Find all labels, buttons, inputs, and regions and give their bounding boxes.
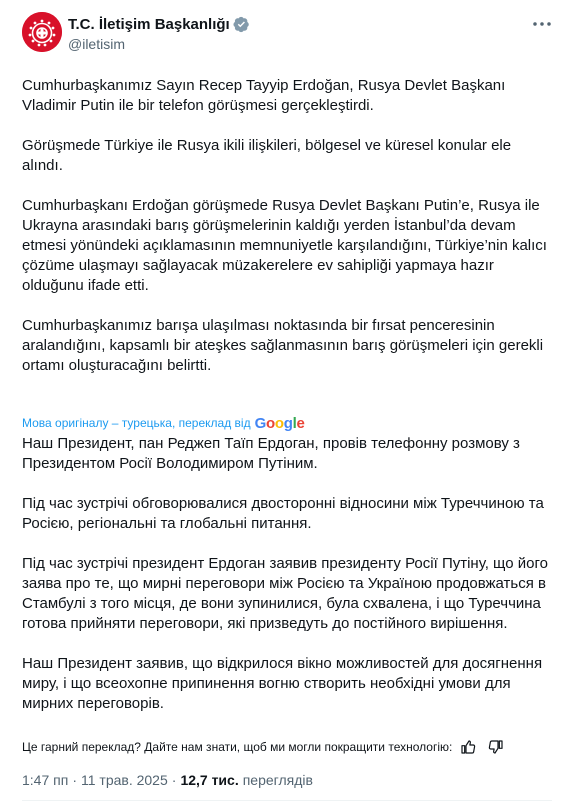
google-logo: G o o g l e: [254, 414, 305, 432]
feedback-prompt: Це гарний переклад? Дайте нам знати, щоб ми могли покращити технологію:: [22, 740, 453, 754]
translated-paragraph: Наш Президент, пан Реджеп Таїп Ердоган, провів телефонну розмову з Президентом Росії Володимиром Путіним.: [22, 435, 520, 472]
separator: ·: [72, 772, 77, 788]
views-count: 12,7 тис.: [180, 772, 239, 788]
translated-paragraph: Наш Президент заявив, що відкрилося вікно можливостей для досягнення миру, і що всеохопне припинення вогню створить необхідні умови для мирних переговорів.: [22, 655, 543, 712]
author-name[interactable]: T.C. İletişim Başkanlığı: [68, 15, 230, 33]
more-options-icon[interactable]: [530, 12, 554, 36]
translated-paragraph: Під час зустрічі обговорювалися двосторонні відносини між Туреччиною та Росією, регіональні та глобальні питання.: [22, 495, 544, 532]
translation-source-link[interactable]: Мова оригіналу – турецька, переклад від: [22, 416, 251, 430]
tweet-paragraph: Görüşmede Türkiye ile Rusya ikili ilişkileri, bölgesel ve küresel konular ele alındı.: [22, 137, 512, 174]
tweet-paragraph: Cumhurbaşkanımız barışa ulaşılması noktasında bir fırsat penceresinin aralandığını, kapsamlı bir ateşkes sağlanmasının barış görüşmeleri için gerekli ortamı oluşturacağını belirtti.: [22, 317, 544, 374]
author-handle[interactable]: @iletisim: [68, 36, 125, 52]
author-block: [68, 14, 250, 52]
translated-paragraph: Під час зустрічі президент Ердоган заявив президенту Росії Путіну, що його заява про те, що мирні переговори між Росією та Україною продовжаться в Стамбулі з того місця, де вони зупинилися, була схвалена, і що Туреччина готова прийняти переговори, які призведуть до постійного вирішення.: [22, 555, 548, 632]
divider: [22, 800, 552, 801]
tweet-paragraph: Cumhurbaşkanı Erdoğan görüşmede Rusya Devlet Başkanı Putin’e, Rusya ile Ukrayna arasındaki barış görüşmelerinin kaldığı yerden İstanbul’da devam etmesi yönündeki açıklamasının memnuniyetle karşılandığını, Türkiye’nin kalıcı çözüme ulaşmayı sağlayacak müzakerelere ev sahipliği yapmaya hazır olduğunu ifade etti.: [22, 197, 547, 294]
avatar[interactable]: [22, 12, 62, 52]
institution-emblem-icon: [22, 12, 62, 52]
thumb-up-icon[interactable]: [460, 739, 476, 755]
views-label: переглядів: [242, 772, 313, 788]
separator: ·: [171, 772, 177, 788]
tweet-text: [22, 76, 552, 376]
thumb-down-icon[interactable]: [488, 739, 504, 755]
translated-text: [22, 434, 552, 714]
post-date[interactable]: 11 трав. 2025: [80, 772, 168, 788]
verified-badge-icon[interactable]: [233, 16, 250, 33]
tweet-paragraph: Cumhurbaşkanımız Sayın Recep Tayyip Erdoğan, Rusya Devlet Başkanı Vladimir Putin ile bir telefon görüşmesi gerçekleştirdi.: [22, 77, 506, 114]
post-time[interactable]: 1:47 пп: [22, 772, 69, 788]
translation-feedback: [22, 736, 552, 758]
translation-attribution: [22, 412, 305, 434]
tweet-meta: [22, 770, 313, 790]
tweet-header: [22, 12, 552, 60]
